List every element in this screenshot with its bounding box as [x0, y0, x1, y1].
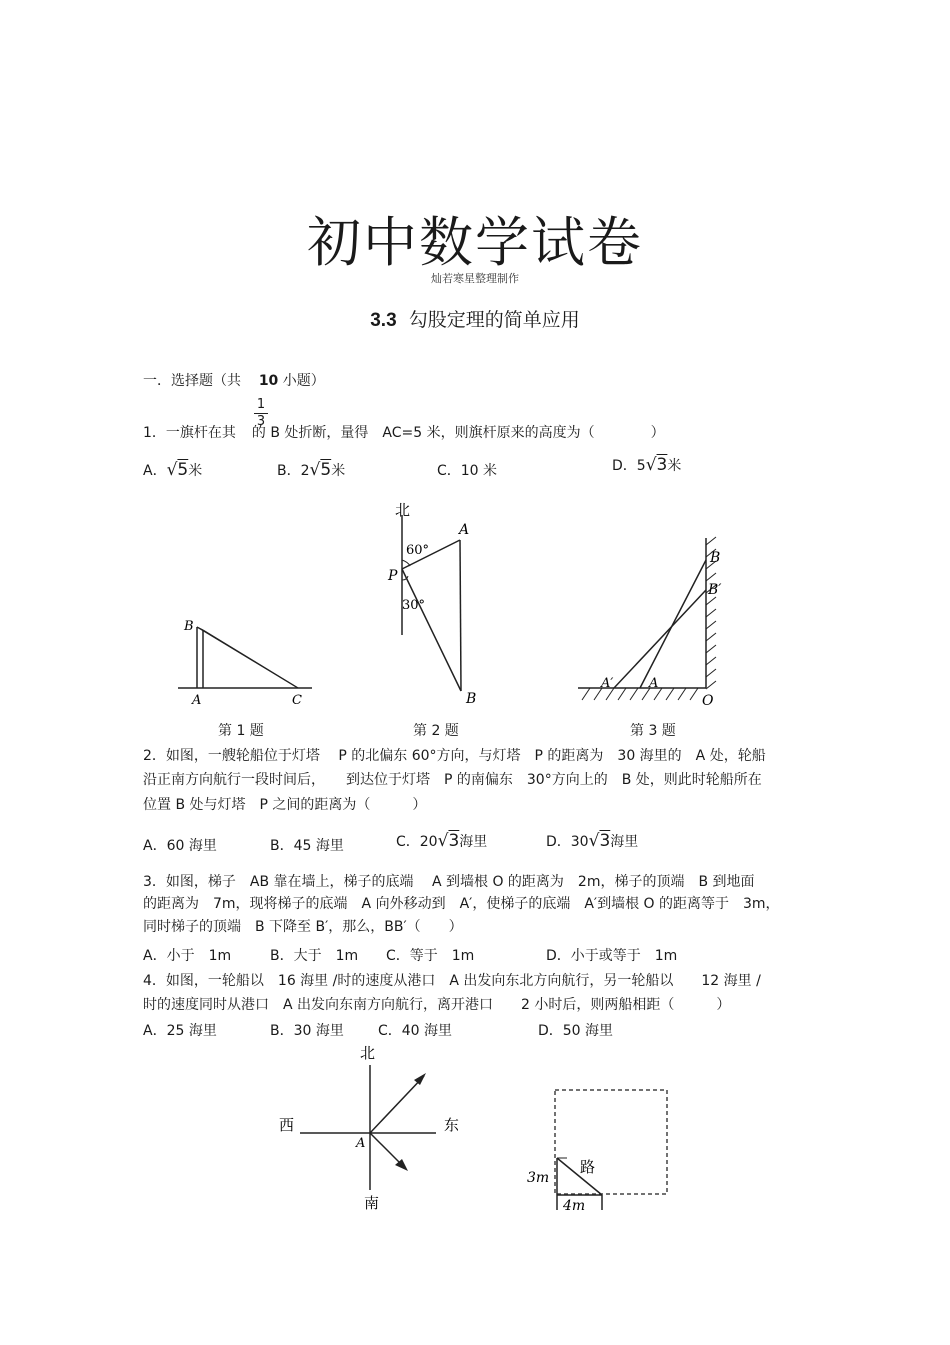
q1-opt-d-unit: 米 — [667, 458, 682, 474]
figure-1-flagpole — [178, 619, 312, 708]
fig2-north-label: 北 — [395, 501, 411, 519]
figure-3-ladder — [578, 537, 722, 709]
q2-opt-c-unit: 海里 — [459, 834, 488, 850]
figures-row-1 — [0, 490, 950, 715]
figure-lawn-road — [527, 1090, 667, 1210]
sqrt-symbol: √5 — [166, 460, 189, 480]
q4-option-a[interactable]: A．25 海里 — [143, 1023, 217, 1039]
q2-option-a[interactable]: A．60 海里 — [143, 838, 217, 854]
fig3-label-b-prime: B′ — [708, 582, 722, 598]
question-3-line-3: 同时梯子的顶端 B 下降至 B′，那么，BB′（ ） — [143, 919, 463, 935]
q1-opt-d-label: D． — [612, 458, 637, 474]
question-4-line-1: 4．如图，一轮船以 16 海里 /时的速度从港口 A 出发向东北方向航行，另一轮船以 12 海里 / — [143, 973, 761, 989]
fig2-angle-30: 30° — [402, 598, 426, 613]
q2-option-b[interactable]: B．45 海里 — [270, 838, 344, 854]
fig2-label-p: P — [388, 568, 398, 584]
q2-opt-c-radicand: 3 — [448, 831, 460, 851]
document-title: 初中数学试卷 — [307, 211, 643, 274]
q2-opt-d-radicand: 3 — [599, 831, 611, 851]
question-3-line-2: 的距离为 7m，现将梯子的底端 A 向外移动到 A′，使梯子的底端 A′到墙根 O 的距离等于 3m， — [143, 896, 780, 912]
compass-south-label: 南 — [364, 1194, 380, 1210]
question-2-line-1: 2．如图，一艘轮船位于灯塔 P 的北偏东 60°方向，与灯塔 P 的距离为 30 海里的 A 处，轮船 — [143, 748, 766, 764]
q1-opt-b-radicand: 5 — [320, 460, 332, 480]
q2-option-d[interactable] — [546, 831, 638, 851]
fig1-label-c: C — [292, 693, 302, 708]
question-3-line-1: 3．如图，梯子 AB 靠在墙上，梯子的底端 A 到墙根 O 的距离为 2m，梯子的顶端 B 到地面 — [143, 874, 755, 890]
section-number: 3.3 — [370, 310, 397, 331]
compass-east-label: 东 — [444, 1116, 460, 1134]
figure-2-caption: 第 2 题 — [413, 723, 459, 739]
fig3-label-o: O — [702, 693, 714, 709]
document-subtitle: 灿若寒星整理制作 — [431, 272, 519, 285]
section-name: 勾股定理的简单应用 — [408, 309, 580, 331]
compass-north-label: 北 — [360, 1044, 376, 1062]
q1-opt-a-label: A． — [143, 463, 167, 479]
q4-option-c[interactable]: C．40 海里 — [378, 1023, 453, 1039]
sqrt-symbol: √3 — [645, 455, 668, 475]
part-heading-prefix: 一．选择题（共 — [143, 373, 241, 389]
sqrt-symbol: √3 — [437, 831, 460, 851]
sqrt-symbol: √3 — [588, 831, 611, 851]
q1-frac-numerator: 1 — [256, 397, 266, 412]
question-2-line-3: 位置 B 处与灯塔 P 之间的距离为（ ） — [143, 797, 427, 813]
fig3-label-a-prime: A′ — [601, 676, 614, 691]
compass-label-a: A — [356, 1136, 366, 1151]
q2-option-c[interactable] — [396, 831, 487, 851]
fig2-angle-60: 60° — [406, 543, 430, 558]
q3-option-c[interactable]: C．等于 1m — [386, 948, 475, 964]
compass-west-label: 西 — [279, 1116, 295, 1134]
q4-option-b[interactable]: B．30 海里 — [270, 1023, 344, 1039]
lawn-side-vertical: 3m — [527, 1170, 550, 1186]
q3-option-a[interactable]: A．小于 1m — [143, 948, 232, 964]
q1-stem-post: 的 B 处折断，量得 AC=5 米，则旗杆原来的高度为（ ） — [251, 425, 665, 441]
q1-opt-b-label: B．2 — [277, 463, 310, 479]
fig3-label-a: A — [649, 676, 659, 691]
part-heading — [143, 370, 325, 390]
q2-opt-c-label: C．20 — [396, 834, 438, 850]
q1-opt-a-radicand: 5 — [177, 460, 189, 480]
q1-frac-denominator: 3 — [256, 414, 266, 429]
question-4-line-2: 时的速度同时从港口 A 出发向东南方向航行，离开港口 2 小时后，则两船相距（ ） — [143, 997, 731, 1013]
figure-compass — [279, 1044, 459, 1210]
question-2-line-2: 沿正南方向航行一段时间后， 到达位于灯塔 P 的南偏东 30°方向上的 B 处，则此时轮船所在 — [143, 772, 762, 788]
q1-stem-pre: 1．一旗杆在其 — [143, 425, 236, 441]
figure-1-caption: 第 1 题 — [218, 723, 264, 739]
figure-3-caption: 第 3 题 — [630, 723, 676, 739]
fig2-label-a: A — [459, 522, 470, 538]
q2-opt-d-label: D．30 — [546, 834, 589, 850]
figures-row-2 — [0, 1040, 950, 1210]
part-heading-count: 10 — [258, 373, 279, 389]
q1-fraction — [254, 398, 268, 429]
sqrt-symbol: √5 — [309, 460, 332, 480]
q1-opt-d-coef: 5 — [636, 458, 646, 474]
q2-opt-d-unit: 海里 — [610, 834, 639, 850]
q1-option-d[interactable] — [612, 455, 681, 475]
q1-option-b[interactable] — [277, 460, 345, 480]
part-heading-suffix: 小题） — [282, 373, 325, 389]
fig3-label-b: B — [710, 550, 721, 566]
q3-option-b[interactable]: B．大于 1m — [270, 948, 359, 964]
fig1-label-b: B — [184, 619, 194, 634]
fig1-label-a: A — [192, 693, 202, 708]
figure-2-lighthouse — [387, 501, 476, 707]
arrow-northeast-icon — [414, 1073, 426, 1085]
q1-opt-b-unit: 米 — [331, 463, 346, 479]
q1-opt-a-unit: 米 — [188, 463, 203, 479]
fig2-label-b: B — [466, 691, 477, 707]
q4-option-d[interactable]: D．50 海里 — [538, 1023, 614, 1039]
q1-option-c[interactable]: C．10 米 — [437, 463, 498, 479]
lawn-side-horizontal: 4m — [563, 1198, 586, 1210]
q1-option-a[interactable] — [143, 460, 202, 480]
q1-opt-d-radicand: 3 — [656, 455, 668, 475]
section-title — [0, 305, 950, 332]
q3-option-d[interactable]: D．小于或等于 1m — [546, 948, 678, 964]
lawn-road-label: 路 — [580, 1158, 596, 1176]
question-1-stem — [143, 422, 665, 442]
